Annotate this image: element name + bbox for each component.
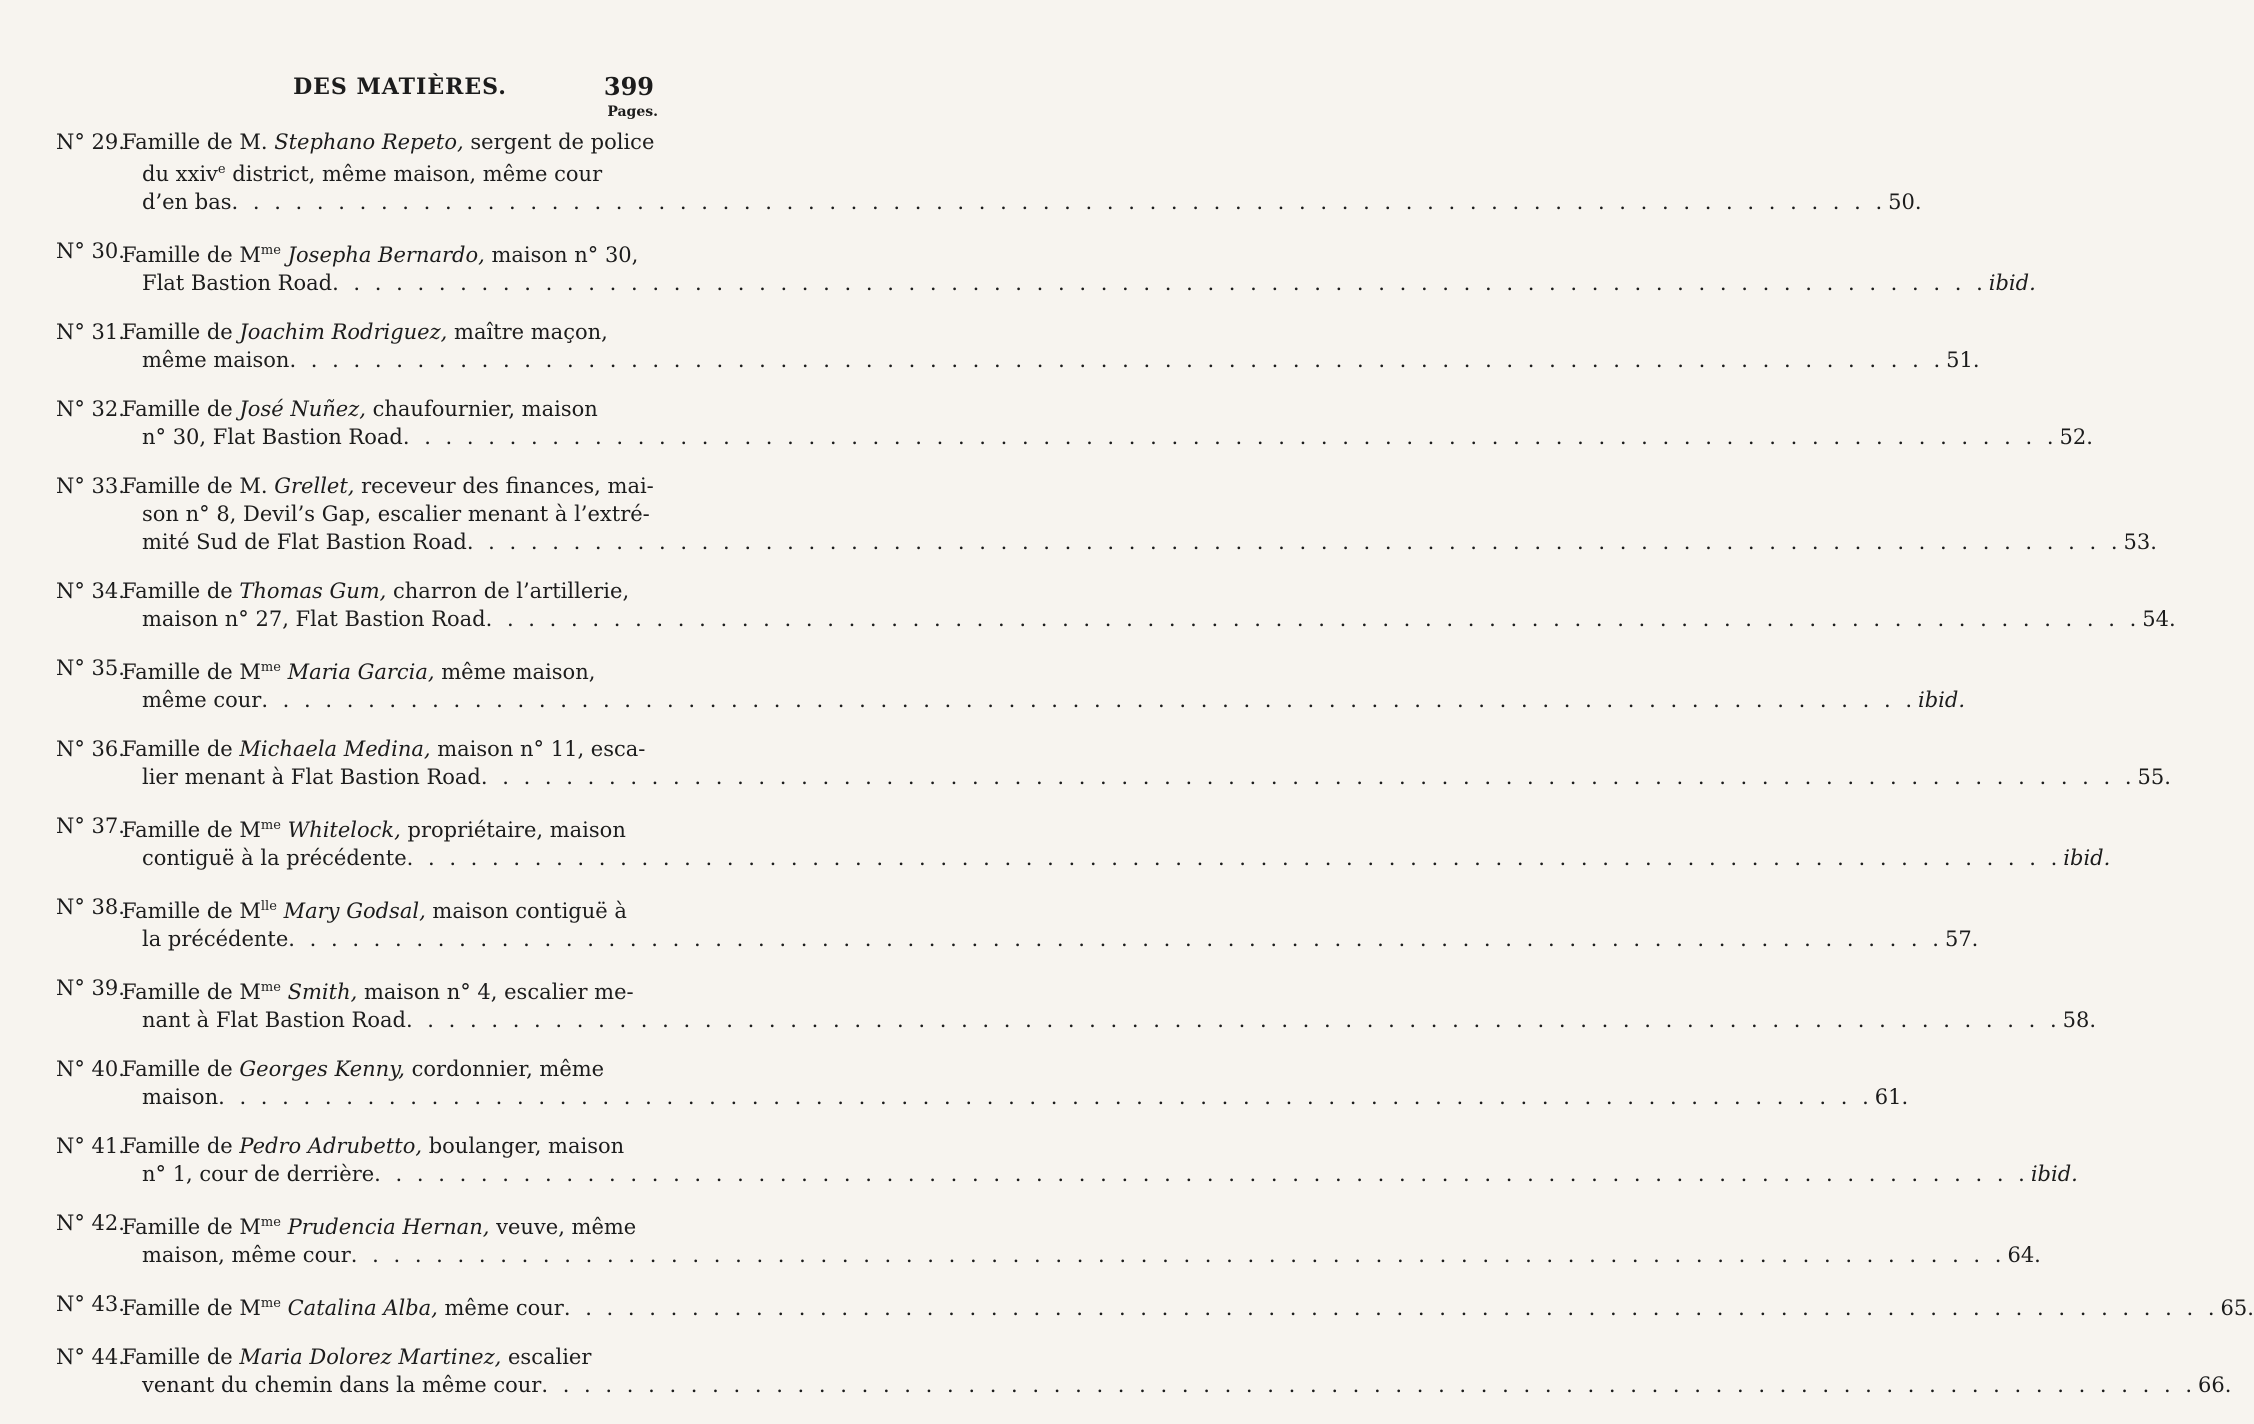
- entry-number: N° 34.: [56, 579, 125, 603]
- page-reference: ibid.: [2030, 1162, 2078, 1186]
- entry-line-text: contiguë à la précédente: [142, 846, 407, 870]
- entry-text: [122, 472, 2157, 556]
- entry-text: [122, 128, 1922, 216]
- entry-line: [122, 893, 1978, 925]
- entry-number: N° 37.: [56, 814, 125, 838]
- page-reference: 52.: [2059, 425, 2093, 449]
- index-entry: [56, 654, 1965, 714]
- index-entry: [56, 735, 2171, 791]
- entry-line: [122, 974, 2096, 1006]
- entry-line-text: Famille de $M^{me}$ Catalina Alba, même cour: [122, 1296, 564, 1320]
- entry-line: [122, 318, 1980, 346]
- entry-text: [122, 1055, 1908, 1111]
- entry-line-text: Famille de Georges Kenny, cordonnier, même: [122, 1057, 605, 1081]
- entry-number: N° 32.: [56, 397, 125, 421]
- entry-line-text: même cour: [142, 688, 262, 712]
- entry-line-text: Famille de José Nuñez, chaufournier, maison: [122, 397, 598, 421]
- entry-number: N° 43.: [56, 1292, 125, 1316]
- entry-line: [122, 395, 2093, 423]
- entry-line-text: mité Sud de Flat Bastion Road: [142, 530, 467, 554]
- entry-line: [122, 1290, 2254, 1322]
- index-entry: [56, 318, 1980, 374]
- entry-text: [122, 318, 1980, 374]
- entry-text: [122, 395, 2093, 451]
- entry-line: [122, 844, 2110, 872]
- entry-line-text: maison n° 27, Flat Bastion Road: [142, 607, 486, 631]
- entry-text: [122, 1209, 2041, 1269]
- page-reference: ibid.: [1988, 271, 2036, 295]
- dot-leader: [332, 269, 1987, 297]
- index-entry: [56, 128, 1922, 216]
- entry-line: [122, 1006, 2096, 1034]
- page-reference: 50.: [1888, 190, 1922, 214]
- entry-line: [122, 500, 2157, 528]
- entry-line-text: Famille de Maria Dolorez Martinez, escalier: [122, 1345, 592, 1369]
- index-entry: [56, 974, 2097, 1034]
- entry-line-text: Famille de $M^{me}$ Josepha Bernardo, maison n° 30,: [122, 243, 639, 267]
- entry-line-text: Famille de M. Stephano Repeto, sergent de police: [122, 130, 655, 154]
- index-entry: [56, 812, 2111, 872]
- entry-number: N° 44.: [56, 1345, 125, 1369]
- entry-line-text: n° 1, cour de derrière: [142, 1162, 375, 1186]
- entry-line: [122, 528, 2157, 556]
- entry-line: [122, 237, 2036, 269]
- entry-line-text: maison: [142, 1085, 219, 1109]
- entry-number: N° 35.: [56, 656, 125, 680]
- dot-leader: [288, 925, 1943, 953]
- page-number: 399: [603, 72, 654, 101]
- index-entry: [56, 237, 2036, 297]
- entry-line: [122, 1132, 2078, 1160]
- entry-line-text: Flat Bastion Road: [142, 271, 333, 295]
- page-reference: 57.: [1944, 927, 1979, 951]
- dot-leader: [406, 1006, 2061, 1034]
- page-reference: ibid.: [2063, 846, 2111, 870]
- index-entry: [56, 1209, 2041, 1269]
- entry-line: [122, 1241, 2041, 1269]
- entry-text: [122, 577, 2176, 633]
- entry-line-text: du xxiv$^e$ district, même maison, même cour: [142, 162, 603, 186]
- entry-line-text: n° 30, Flat Bastion Road: [142, 425, 403, 449]
- entry-number: N° 30.: [56, 239, 125, 263]
- page-reference: 54.: [2142, 607, 2176, 631]
- entry-line-text: Famille de Michaela Medina, maison n° 11, esca-: [122, 737, 646, 761]
- entry-line-text: Famille de Thomas Gum, charron de l’artillerie,: [122, 579, 630, 603]
- page-reference: 58.: [2062, 1008, 2097, 1032]
- index-entry: [56, 893, 1979, 953]
- entry-number: N° 39.: [56, 976, 125, 1000]
- entry-line: [122, 1160, 2078, 1188]
- entry-number: N° 36.: [56, 737, 125, 761]
- entry-line: [122, 1083, 1908, 1111]
- entry-text: [122, 812, 2110, 872]
- entry-text: [122, 893, 1978, 953]
- entry-line: [122, 1209, 2041, 1241]
- dot-leader: [481, 763, 2136, 791]
- entry-text: [122, 735, 2171, 791]
- entry-number: N° 31.: [56, 320, 125, 344]
- page-reference: 53.: [2123, 530, 2157, 554]
- entry-number: N° 38.: [56, 895, 125, 919]
- entry-line-text: Famille de M. Grellet, receveur des finances, mai-: [122, 474, 654, 498]
- entry-line: [122, 654, 1965, 686]
- index-entry: [56, 1343, 2232, 1399]
- entry-line-text: maison, même cour: [142, 1243, 351, 1267]
- entry-line-text: venant du chemin dans la même cour: [142, 1373, 542, 1397]
- entry-line-text: Famille de Pedro Adrubetto, boulanger, maison: [122, 1134, 625, 1158]
- index-entry: [56, 1055, 1909, 1111]
- page-reference: ibid.: [1918, 688, 1965, 712]
- page-reference: 64.: [2007, 1243, 2041, 1267]
- entry-line-text: Famille de $M^{me}$ Whitelock, propriétaire, maison: [122, 818, 626, 842]
- entry-line-text: nant à Flat Bastion Road: [142, 1008, 406, 1032]
- entry-line-text: Famille de $M^{lle}$ Mary Godsal, maison contiguë à: [122, 899, 627, 923]
- page-reference: 51.: [1946, 348, 1980, 372]
- dot-leader: [232, 188, 1887, 216]
- entry-number: N° 33.: [56, 474, 125, 498]
- index-entry: [56, 472, 2157, 556]
- entry-line: [122, 423, 2093, 451]
- entry-line: [122, 812, 2110, 844]
- dot-leader: [218, 1083, 1873, 1111]
- entry-line: [122, 156, 1922, 188]
- page-reference: 55.: [2137, 765, 2171, 789]
- entry-text: [122, 1132, 2078, 1188]
- entry-line: [122, 346, 1980, 374]
- dot-leader: [351, 1241, 2006, 1269]
- entry-line-text: Famille de $M^{me}$ Prudencia Hernan, veuve, même: [122, 1215, 637, 1239]
- entry-number: N° 29.: [56, 130, 125, 154]
- entry-number: N° 40.: [56, 1057, 125, 1081]
- entry-line: [122, 1055, 1908, 1083]
- dot-leader: [467, 528, 2122, 556]
- entry-text: [122, 237, 2036, 297]
- entry-text: [122, 974, 2096, 1034]
- page-reference: 66.: [2198, 1373, 2232, 1397]
- entry-line: [122, 128, 1922, 156]
- entry-line: [122, 472, 2157, 500]
- entry-line: [122, 686, 1965, 714]
- dot-leader: [374, 1160, 2029, 1188]
- dot-leader: [407, 844, 2062, 872]
- entry-line-text: Famille de $M^{me}$ Smith, maison n° 4, escalier me-: [122, 980, 634, 1004]
- entry-line: [122, 188, 1922, 216]
- entry-line: [122, 925, 1978, 953]
- entry-line: [122, 735, 2171, 763]
- entry-line: [122, 1371, 2231, 1399]
- entry-line-text: Famille de Joachim Rodriguez, maître maçon,: [122, 320, 608, 344]
- page-reference: 65.: [2220, 1296, 2254, 1320]
- entry-line: [122, 577, 2176, 605]
- running-header-title: DES MATIÈRES.: [293, 74, 507, 100]
- entry-line-text: d’en bas: [142, 190, 232, 214]
- entry-line: [122, 1343, 2231, 1371]
- dot-leader: [261, 686, 1916, 714]
- dot-leader: [289, 346, 1944, 374]
- index-entry: [56, 1290, 2254, 1322]
- pages-column-label: Pages.: [607, 104, 658, 120]
- entry-line-text: lier menant à Flat Bastion Road: [142, 765, 481, 789]
- entry-text: [122, 1290, 2254, 1322]
- entry-line-text: la précédente: [142, 927, 289, 951]
- index-entry-list: [56, 128, 2254, 1420]
- entry-line: [122, 763, 2171, 791]
- page-reference: 61.: [1874, 1085, 1909, 1109]
- entry-text: [122, 654, 1965, 714]
- entry-line-text: son n° 8, Devil’s Gap, escalier menant à l’extré-: [142, 502, 650, 526]
- dot-leader: [564, 1294, 2219, 1322]
- entry-line-text: même maison: [142, 348, 290, 372]
- dot-leader: [403, 423, 2058, 451]
- index-entry: [56, 395, 2093, 451]
- entry-line-text: Famille de $M^{me}$ Maria Garcia, même maison,: [122, 660, 596, 684]
- dot-leader: [486, 605, 2141, 633]
- entry-number: N° 42.: [56, 1211, 125, 1235]
- entry-line: [122, 605, 2176, 633]
- entry-line: [122, 269, 2036, 297]
- dot-leader: [541, 1371, 2196, 1399]
- index-entry: [56, 577, 2176, 633]
- entry-text: [122, 1343, 2231, 1399]
- entry-number: N° 41.: [56, 1134, 125, 1158]
- index-entry: [56, 1132, 2078, 1188]
